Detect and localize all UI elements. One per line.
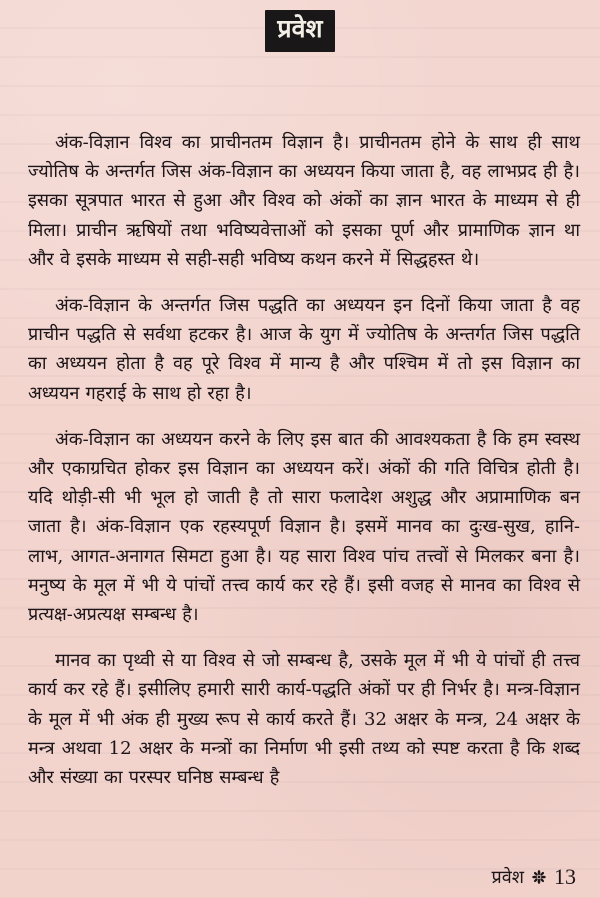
paragraph-4: मानव का पृथ्वी से या विश्व से जो सम्बन्ध है, उसके मूल में भी ये पांचों ही तत्त्व कार्य कर रहे हैं। इसीलिए हमारी सारी कार्य-पद्धति अंकों पर ही निर्भर है। मन्त्र-विज्ञान के मूल में भी अंक ही मुख्य रूप से कार्य करते हैं। 32 अक्षर के मन्त्र, 24 अक्षर के मन्त्र अथवा 12 अक्षर के मन्त्रों का निर्माण भी इसी तथ्य को स्पष्ट करता है कि शब्द और संख्या का परस्पर घनिष्ठ सम्बन्ध है xyxy=(28,650,580,789)
page-footer xyxy=(492,863,577,891)
page-number: 13 xyxy=(554,864,576,889)
footer-section-label: प्रवेश xyxy=(491,867,524,888)
paragraph-2: अंक-विज्ञान के अन्तर्गत जिस पद्धति का अध्ययन इन दिनों किया जाता है वह प्राचीन पद्धति से सर्वथा हटकर है। आज के युग में ज्योतिष के अन्तर्गत जिस पद्धति का अध्ययन होता है वह पूरे विश्व में मान्य है और पश्चिम में तो इस विज्ञान का अध्ययन गहराई के साथ हो रहा है। xyxy=(28,295,580,404)
page-title: प्रवेश xyxy=(265,10,334,52)
paragraph-3: अंक-विज्ञान का अध्ययन करने के लिए इस बात की आवश्यकता है कि हम स्वस्थ और एकाग्रचित होकर इस विज्ञान का अध्ययन करें। अंकों की गति विचित्र होती है। यदि थोड़ी-सी भी भूल हो जाती है तो सारा फलादेश अशुद्ध और अप्रामाणिक बन जाता है। अंक-विज्ञान एक रहस्यपूर्ण विज्ञान है। इसमें मानव का दुःख-सुख, हानि-लाभ, आगत-अनागत सिमटा हुआ है। यह सारा विश्व पांच तत्त्वों से मिलकर बना है। मनुष्य के मूल में भी ये पांचों तत्त्व कार्य कर रहे हैं। इसी वजह से मानव का विश्व से प्रत्यक्ष-अप्रत्यक्ष सम्बन्ध है। xyxy=(28,428,580,626)
paragraph-1: अंक-विज्ञान विश्व का प्राचीनतम विज्ञान है। प्राचीनतम होने के साथ ही साथ ज्योतिष के अन्तर्गत जिस अंक-विज्ञान का अध्ययन किया जाता है, वह लाभप्रद ही है। इसका सूत्रपात भारत से हुआ और विश्व को अंकों का ज्ञान भारत के माध्यम से ही मिला। प्राचीन ऋषियों तथा भविष्यवेत्ताओं को इसका पूर्ण और प्रामाणिक ज्ञान था और वे इसके माध्यम से सही-सही भविष्य कथन करने में सिद्धहस्त थे। xyxy=(28,132,580,270)
flower-icon xyxy=(532,870,546,884)
title-wrap xyxy=(0,10,600,52)
body-text xyxy=(28,128,580,792)
